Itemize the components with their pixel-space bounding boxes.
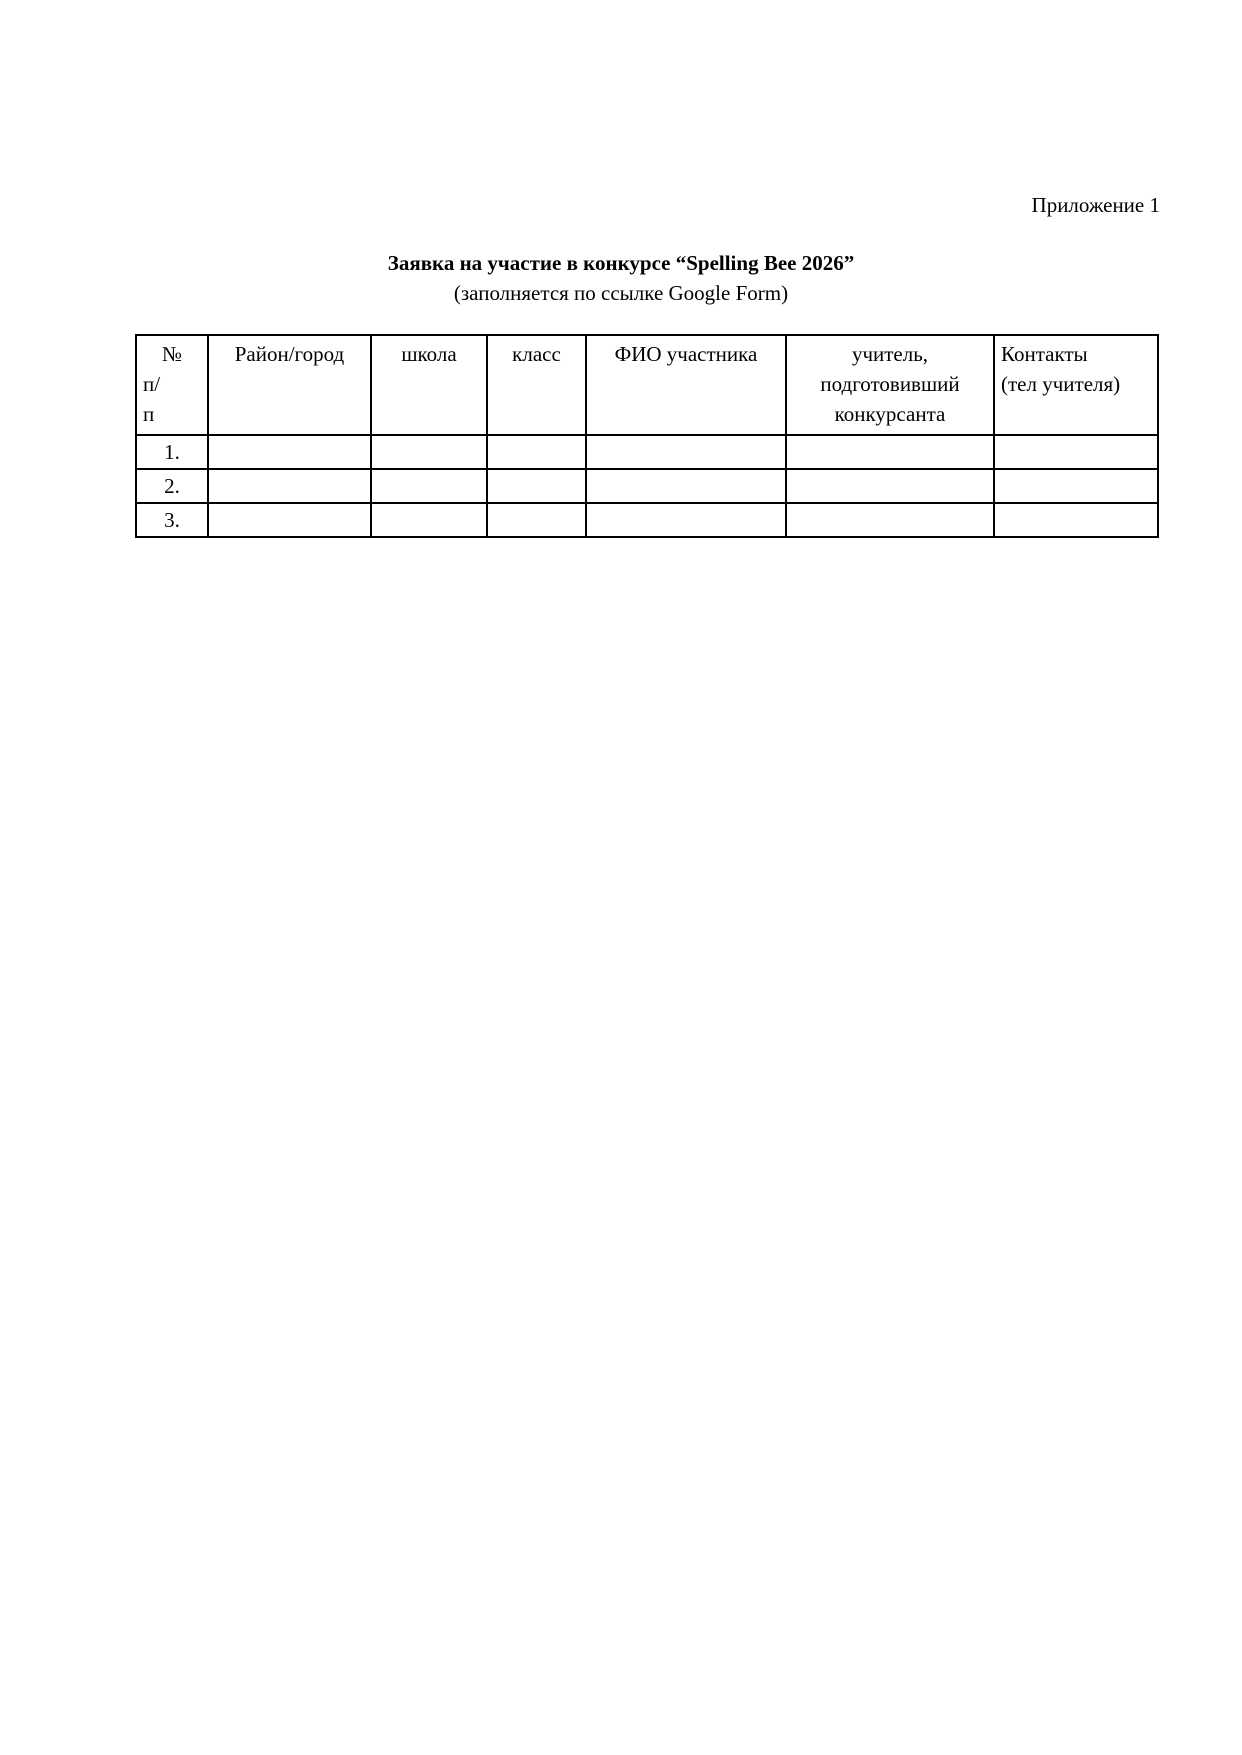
- col-header-contacts: Контакты (тел учителя): [994, 335, 1158, 435]
- annex-label: Приложение 1: [1031, 193, 1160, 217]
- col-header-school: школа: [371, 335, 487, 435]
- document-title: Заявка на участие в конкурсе “Spelling Bee 2026”: [387, 251, 855, 275]
- col-header-participant: ФИО участника: [586, 335, 786, 435]
- table-row: [136, 469, 1158, 503]
- col-header-number-line1: №: [161, 342, 183, 366]
- table-cell: [994, 503, 1158, 537]
- table-cell: [371, 435, 487, 469]
- row-number-cell: 2.: [136, 469, 208, 503]
- col-header-district: Район/город: [208, 335, 371, 435]
- table-cell: [994, 469, 1158, 503]
- col-header-grade: класс: [487, 335, 586, 435]
- col-header-teacher: учитель, подготовивший конкурсанта: [786, 335, 994, 435]
- table-row: [136, 503, 1158, 537]
- col-header-number: [136, 335, 208, 435]
- table-cell: [371, 503, 487, 537]
- table-cell: [487, 469, 586, 503]
- table-cell: [487, 435, 586, 469]
- table-cell: [994, 435, 1158, 469]
- col-header-number-line3: п: [143, 402, 155, 426]
- table-row: [136, 435, 1158, 469]
- table-cell: [586, 435, 786, 469]
- table-cell: [786, 435, 994, 469]
- table-cell: [208, 435, 371, 469]
- table-cell: [208, 469, 371, 503]
- table-cell: [786, 469, 994, 503]
- table-cell: [786, 503, 994, 537]
- application-table: [135, 334, 1159, 538]
- table-cell: [586, 503, 786, 537]
- table-cell: [208, 503, 371, 537]
- table-cell: [371, 469, 487, 503]
- table-header-row: [136, 335, 1158, 435]
- document-subtitle: (заполняется по ссылке Google Form): [453, 281, 789, 305]
- row-number-cell: 3.: [136, 503, 208, 537]
- table-cell: [586, 469, 786, 503]
- row-number-cell: 1.: [136, 435, 208, 469]
- table-cell: [487, 503, 586, 537]
- col-header-number-line2: п/: [143, 372, 161, 396]
